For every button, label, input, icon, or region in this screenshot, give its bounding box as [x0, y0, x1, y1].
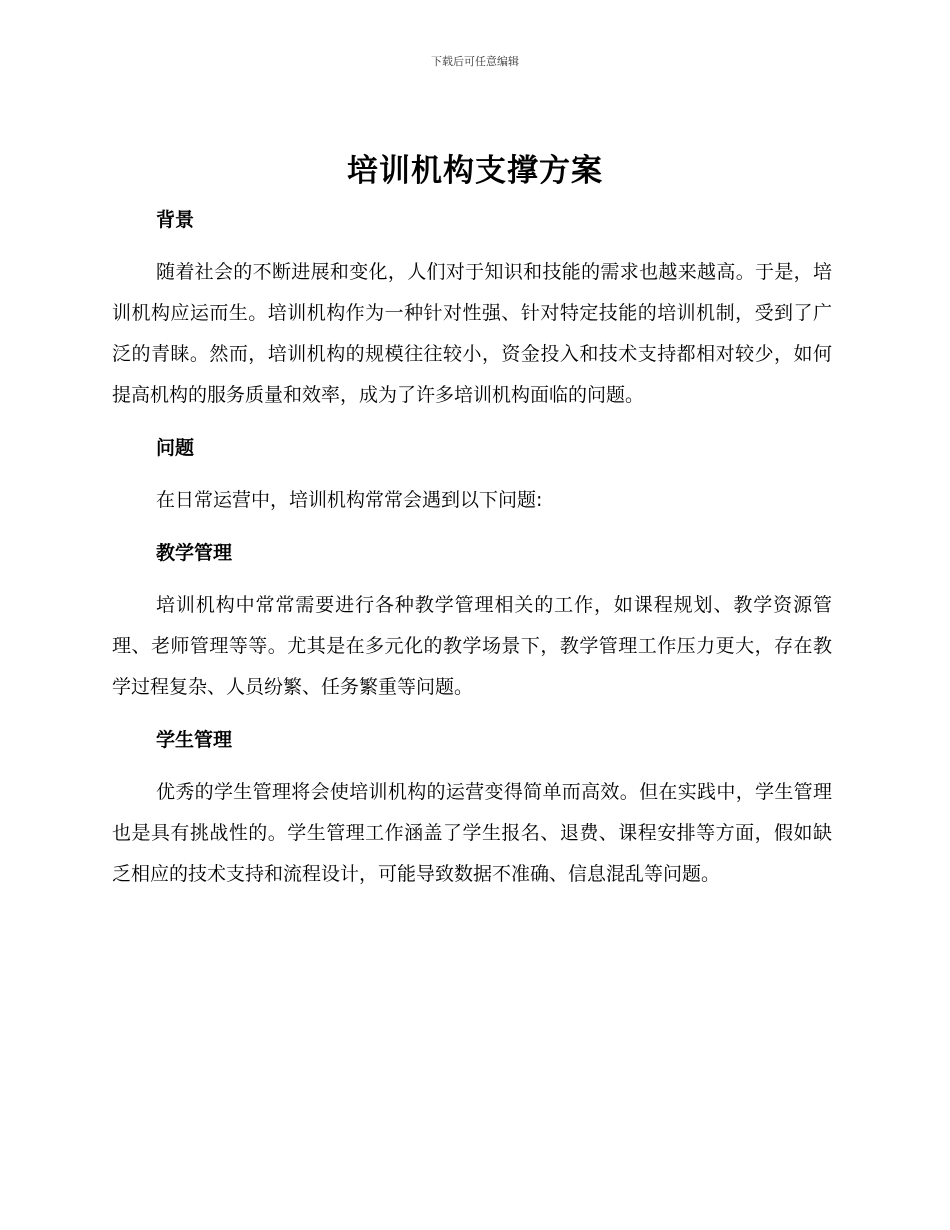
section-paragraph-background: 随着社会的不断进展和变化，人们对于知识和技能的需求也越来越高。于是，培训机构应运而生。培训机构作为一种针对性强、针对特定技能的培训机制，受到了广泛的青睐。然而，培训机构的规模往往较小，资金投入和技术支持都相对较少，如何提高机构的服务质量和效率，成为了许多培训机构面临的问题。	[112, 261, 832, 406]
section-paragraph-problem: 在日常运营中，培训机构常常会遇到以下问题:	[156, 489, 543, 511]
section-paragraph-teaching-management: 培训机构中常常需要进行各种教学管理相关的工作，如课程规划、教学资源管理、老师管理等等。尤其是在多元化的教学场景下，教学管理工作压力更大，存在教学过程复杂、人员纷繁、任务繁重等问题。	[112, 594, 832, 698]
section-heading-background: 背景	[156, 209, 195, 231]
section-paragraph-student-management: 优秀的学生管理将会使培训机构的运营变得简单而高效。但在实践中，学生管理也是具有挑战性的。学生管理工作涵盖了学生报名、退费、课程安排等方面，假如缺乏相应的技术支持和流程设计，可能导致数据不准确、信息混乱等问题。	[112, 781, 832, 885]
section-heading-problem: 问题	[156, 437, 195, 459]
section-heading-student-management: 学生管理	[156, 729, 233, 751]
header-note: 下载后可任意编辑	[431, 55, 519, 68]
page-title: 培训机构支撑方案	[347, 153, 603, 189]
document-body	[112, 200, 832, 895]
section-heading-teaching-management: 教学管理	[156, 542, 233, 564]
